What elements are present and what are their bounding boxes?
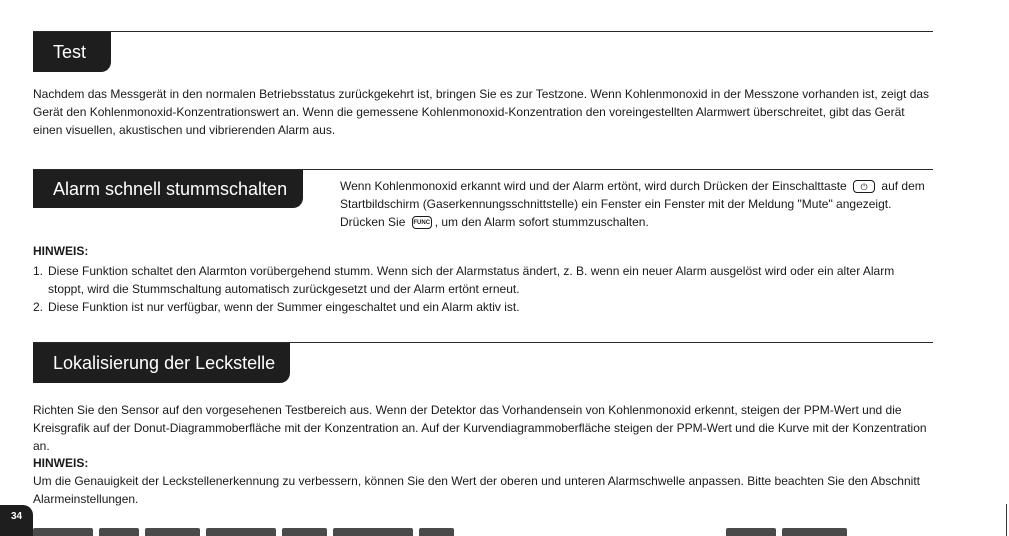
mute-note-title: HINWEIS: xyxy=(33,244,89,258)
section-title-test xyxy=(33,32,111,72)
list-item-text: Diese Funktion schaltet den Alarmton vorübergehend stumm. Wenn sich der Alarmstatus ändert, z. B. wenn ein neuer Alarm ausgelöst wird oder ein alter Alarm stoppt, wird die Stummschaltung automatisch zurückgesetzt und der Alarm ertönt erneut. xyxy=(48,264,895,296)
cut-off-text-line xyxy=(33,527,933,536)
mute-paragraph-part3: , um den Alarm sofort stummzuschalten. xyxy=(434,215,649,229)
page-edge-line xyxy=(1006,504,1007,536)
leak-note-paragraph: Um die Genauigkeit der Leckstellenerkennung zu verbessern, können Sie den Wert der oberen und unteren Alarmschwelle anpassen. Bitte beachten Sie den Abschnitt Alarmeinstellungen. xyxy=(33,474,920,506)
list-item-text: Diese Funktion ist nur verfügbar, wenn der Summer eingeschaltet und ein Alarm aktiv ist. xyxy=(48,300,520,314)
list-item-number: 2. xyxy=(33,300,44,314)
mute-note-list xyxy=(33,262,933,316)
leak-paragraph: Richten Sie den Sensor auf den vorgesehenen Testbereich aus. Wenn der Detektor das Vorhandensein von Kohlenmonoxid erkennt, steigen der PPM-Wert und die Kreisgrafik auf der Donut-Diagrammoberfläche mit der Konzentration an. Auf der Kurvendiagrammoberfläche steigen der PPM-Wert und die Kurve mit der Konzentration an. xyxy=(33,403,927,453)
list-item xyxy=(33,262,933,298)
list-item-number: 1. xyxy=(33,264,44,278)
list-item xyxy=(33,298,933,316)
power-icon: ⏻ xyxy=(853,180,875,193)
section-divider-test xyxy=(33,31,933,32)
mute-paragraph xyxy=(340,177,933,231)
section-title-leak xyxy=(33,343,290,383)
mute-paragraph-part1: Wenn Kohlenmonoxid erkannt wird und der Alarm ertönt, wird durch Drücken der Einschalttaste xyxy=(340,179,847,193)
mute-paragraph-part2: auf dem Startbildschirm (Gaserkennungsschnittstelle) ein Fenster ein Fenster mit der Meldung "Mute" angezeigt. Drücken Sie xyxy=(340,179,925,229)
test-paragraph: Nachdem das Messgerät in den normalen Betriebsstatus zurückgekehrt ist, bringen Sie es zur Testzone. Wenn Kohlenmonoxid in der Messzone vorhanden ist, zeigt das Gerät den Kohlenmonoxid-Konzentrationswert an. Wenn die gemessene Kohlenmonoxid-Konzentration den voreingestellten Alarmwert überschreitet, gibt das Gerät einen visuellen, akustischen und vibrierenden Alarm aus. xyxy=(33,87,930,137)
section-title-mute xyxy=(33,170,303,208)
section-title-mute-text: Alarm schnell stummschalten xyxy=(53,179,288,199)
func-key-icon: FUNC xyxy=(412,216,432,229)
page-number: 34 xyxy=(0,505,33,536)
leak-note-title: HINWEIS: xyxy=(33,456,89,470)
section-title-test-text: Test xyxy=(53,42,87,62)
section-title-leak-text: Lokalisierung der Leckstelle xyxy=(53,353,276,373)
